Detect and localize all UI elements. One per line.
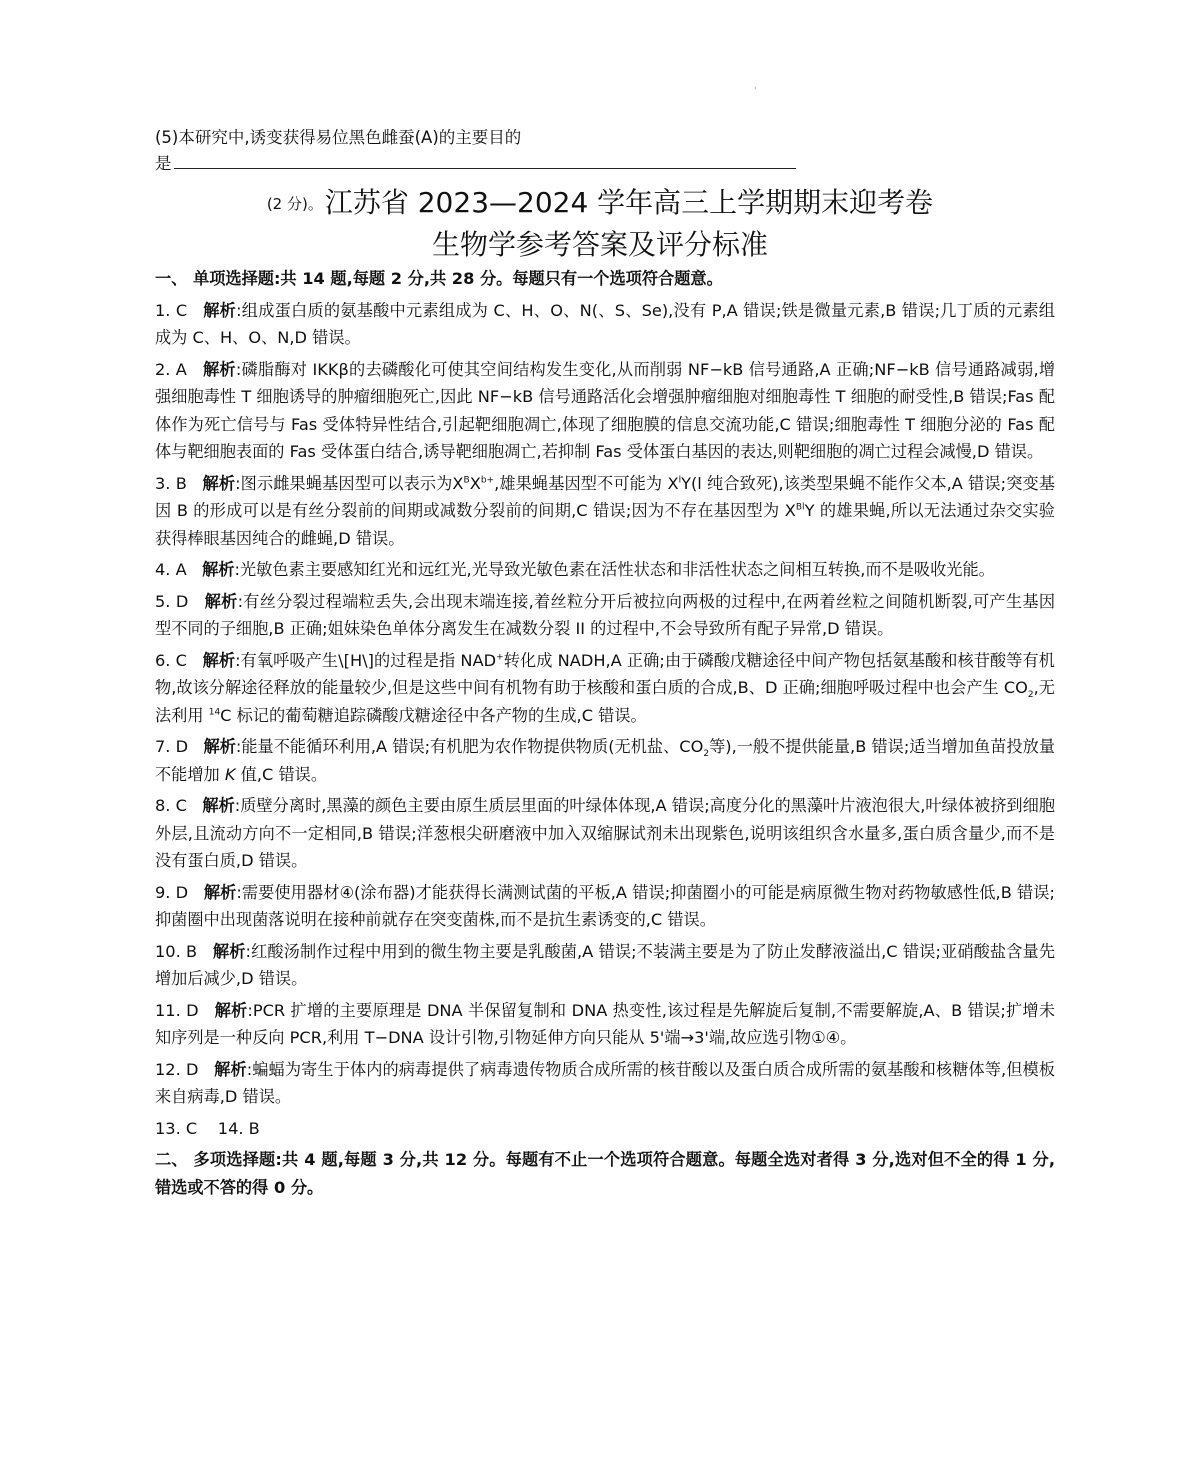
analysis-label: 解析 [202, 473, 236, 493]
answer-6-text-4: C 标记的葡萄糖追踪磷酸戊糖途径中各产物的生成,C 错误。 [220, 705, 647, 725]
analysis-label: 解析 [212, 941, 246, 961]
answer-3-text-2: X [469, 473, 481, 493]
answer-10-text: :红酸汤制作过程中用到的微生物主要是乳酸菌,A 错误;不装满主要是为了防止发酵液溢出,C 错误;亚硝酸盐含量先增加后减少,D 错误。 [155, 941, 1056, 988]
page-title [0, 186, 1200, 221]
score-note: (2 分)。 [266, 195, 323, 213]
answer-4-head: 4. A [155, 560, 187, 579]
answer-content [155, 265, 1055, 1205]
speck-mark: · [754, 84, 757, 93]
answer-6-head: 6. C [155, 650, 187, 670]
exam-title: 江苏省 2023—2024 学年高三上学期期末迎考卷 [324, 186, 934, 219]
k-symbol: K [224, 764, 236, 784]
answer-12-head: 12. D [155, 1059, 199, 1079]
answer-8-head: 8. C [155, 796, 187, 815]
answer-8-text: :质壁分离时,黑藻的颜色主要由原生质层里面的叶绿体体现,A 错误;高度分化的黑藻叶片液泡很大,叶绿体被挤到细胞外层,且流动方向不一定相同,B 错误;洋葱根尖研磨液中加入双缩脲试剂未出现紫色,说明该组织含水量多,蛋白质含量少,而不是没有蛋白质,D 错误。 [155, 796, 1056, 870]
answer-4-text: :光敏色素主要感知红光和远红光,光导致光敏色素在活性状态和非活性状态之间相互转换,而不是吸收光能。 [234, 560, 995, 579]
analysis-label: 解析 [203, 359, 236, 379]
question-5-line-1: (5)本研究中,诱变获得易位黑色雌蚕(A)的主要目的 [155, 128, 522, 147]
answer-12-text: :蝙蝠为寄生于体内的病毒提供了病毒遗传物质合成所需的核苷酸以及蛋白质合成所需的氨基酸和核糖体等,但模板来自病毒,D 错误。 [155, 1059, 1056, 1106]
answer-4 [155, 556, 1055, 584]
answer-1-head: 1. C [155, 300, 188, 320]
answer-12 [155, 1056, 1055, 1111]
answer-2-text: :磷脂酶对 IKKβ的去磷酸化可使其空间结构发生变化,从而削弱 NF−kB 信号通路,A 正确;NF−kB 信号通路减弱,增强细胞毒性 T 细胞诱导的肿瘤细胞死亡,因此 NF−kB 信号通路活化会增强肿瘤细胞对细胞毒性 T 细胞的耐受性,B 错误;Fas 配体作为死亡信号与 Fas 受体特异性结合,引起靶细胞凋亡,体现了细胞膜的信息交流功能,C 错误;细胞毒性 T 细胞分泌的 Fas 配体与靶细胞表面的 Fas 受体蛋白结合,诱导靶细胞凋亡,若抑制 Fas 受体蛋白基因的表达,则靶细胞的凋亡过程会减慢,D 错误。 [155, 359, 1056, 461]
superscript: + [496, 652, 504, 663]
answer-3-text-5: Y 的雄果蝇,所以无法通过杂交实验获得棒眼基因纯合的雌蝇,D 错误。 [155, 501, 1055, 548]
answer-9-head: 9. D [155, 882, 189, 902]
subscript: 2 [703, 749, 710, 760]
analysis-label: 解析 [204, 591, 238, 611]
answer-5 [155, 588, 1055, 643]
superscript: B [463, 475, 470, 486]
superscript: 14 [208, 707, 221, 718]
superscript: Bl [795, 502, 805, 513]
analysis-label: 解析 [214, 1059, 247, 1079]
answer-7-text-2: 等),一般不提供能量,B 错误;适当增加鱼苗投放量不能增加 [155, 737, 1056, 784]
answer-1-text: :组成蛋白质的氨基酸中元素组成为 C、H、O、N(、S、Se),没有 P,A 错误;铁是微量元素,B 错误;几丁质的元素组成为 C、H、O、N,D 错误。 [155, 300, 1055, 347]
answer-blank [174, 153, 796, 169]
analysis-label: 解析 [214, 1000, 248, 1020]
answer-10 [155, 938, 1055, 993]
answer-7-text-1: :能量不能循环利用,A 错误;有机肥为农作物提供物质(无机盐、CO [235, 737, 704, 756]
superscript: b+ [480, 475, 495, 486]
answer-11-text: :PCR 扩增的主要原理是 DNA 半保留复制和 DNA 热变性,该过程是先解旋后复制,不需要解旋,A、B 错误;扩增未知序列是一种反向 PCR,利用 T−DNA 设计引物,引物延伸方向只能从 5'端→3'端,故应选引物①④。 [155, 1000, 1056, 1047]
answer-3-text-1: :图示雌果蝇基因型可以表示为X [235, 473, 464, 493]
answer-1 [155, 297, 1055, 352]
analysis-label: 解析 [202, 560, 235, 579]
question-5-line-2 [155, 152, 796, 176]
page-subtitle: 生物学参考答案及评分标准 [431, 228, 768, 261]
answer-2-head: 2. A [155, 359, 187, 379]
answer-9-text: :需要使用器材④(涂布器)才能获得长满测试菌的平板,A 错误;抑菌圈小的可能是病原微生物对药物敏感性低,B 错误;抑菌圈中出现菌落说明在接种前就存在突变菌株,而不是抗生素诱变的,C 错误。 [155, 882, 1056, 929]
answer-7 [155, 733, 1055, 788]
answer-6-text-1: :有氧呼吸产生\[H\]的过程是指 NAD [235, 650, 497, 670]
answer-11 [155, 997, 1055, 1052]
analysis-label: 解析 [203, 882, 237, 902]
answer-3 [155, 470, 1055, 553]
answer-8 [155, 792, 1055, 875]
analysis-label: 解析 [202, 796, 235, 815]
answer-3-head: 3. B [155, 473, 187, 493]
answer-2 [155, 356, 1055, 466]
answer-6-text-2: 转化成 NADH,A 正确;由于磷酸戊糖途径中间产物包括氨基酸和核苷酸等有机物,故该分解途径释放的能量较少,但是这些中间有机物有助于核酸和蛋白质的合成,B、D 正确;细胞呼吸过程中也会产生 CO [155, 650, 1055, 697]
answer-5-head: 5. D [155, 591, 189, 611]
subscript: 2 [1027, 690, 1034, 701]
answer-3-text-3: ,雄果蝇基因型不可能为 X [494, 473, 679, 493]
answer-6 [155, 647, 1055, 730]
answer-3-text-4: Y(l 纯合致死),该类型果蝇不能作父本,A 错误;突变基因 B 的形成可以是有丝分裂前的间期或减数分裂前的间期,C 错误;因为不存在基因型为 X [155, 473, 1055, 520]
question-5-prefix: 是 [155, 154, 172, 173]
answers-13-14: 13. C 14. B [155, 1118, 260, 1138]
analysis-label: 解析 [203, 300, 237, 320]
analysis-label: 解析 [202, 650, 236, 670]
superscript: l [678, 475, 682, 486]
section-2-heading: 二、 多项选择题:共 4 题,每题 3 分,共 12 分。每题有不止一个选项符合题意。每题全选对者得 3 分,选对但不全的得 1 分,错选或不答的得 0 分。 [155, 1150, 1055, 1197]
answer-9 [155, 879, 1055, 934]
answer-5-text: :有丝分裂过程端粒丢失,会出现末端连接,着丝粒分开后被拉向两极的过程中,在两着丝粒之间随机断裂,可产生基因型不同的子细胞,B 正确;姐妹染色单体分离发生在减数分裂 II 的过程中,不会导致所有配子异常,D 错误。 [155, 591, 1056, 638]
section-1-heading: 一、 单项选择题:共 14 题,每题 2 分,共 28 分。每题只有一个选项符合题意。 [155, 269, 723, 288]
answer-11-head: 11. D [155, 1000, 199, 1020]
answer-6-text-3: ,无法利用 [155, 678, 1055, 725]
answer-7-head: 7. D [155, 737, 189, 756]
answer-10-head: 10. B [155, 941, 198, 961]
answer-7-text-3: 值,C 错误。 [235, 764, 328, 784]
analysis-label: 解析 [203, 737, 236, 756]
